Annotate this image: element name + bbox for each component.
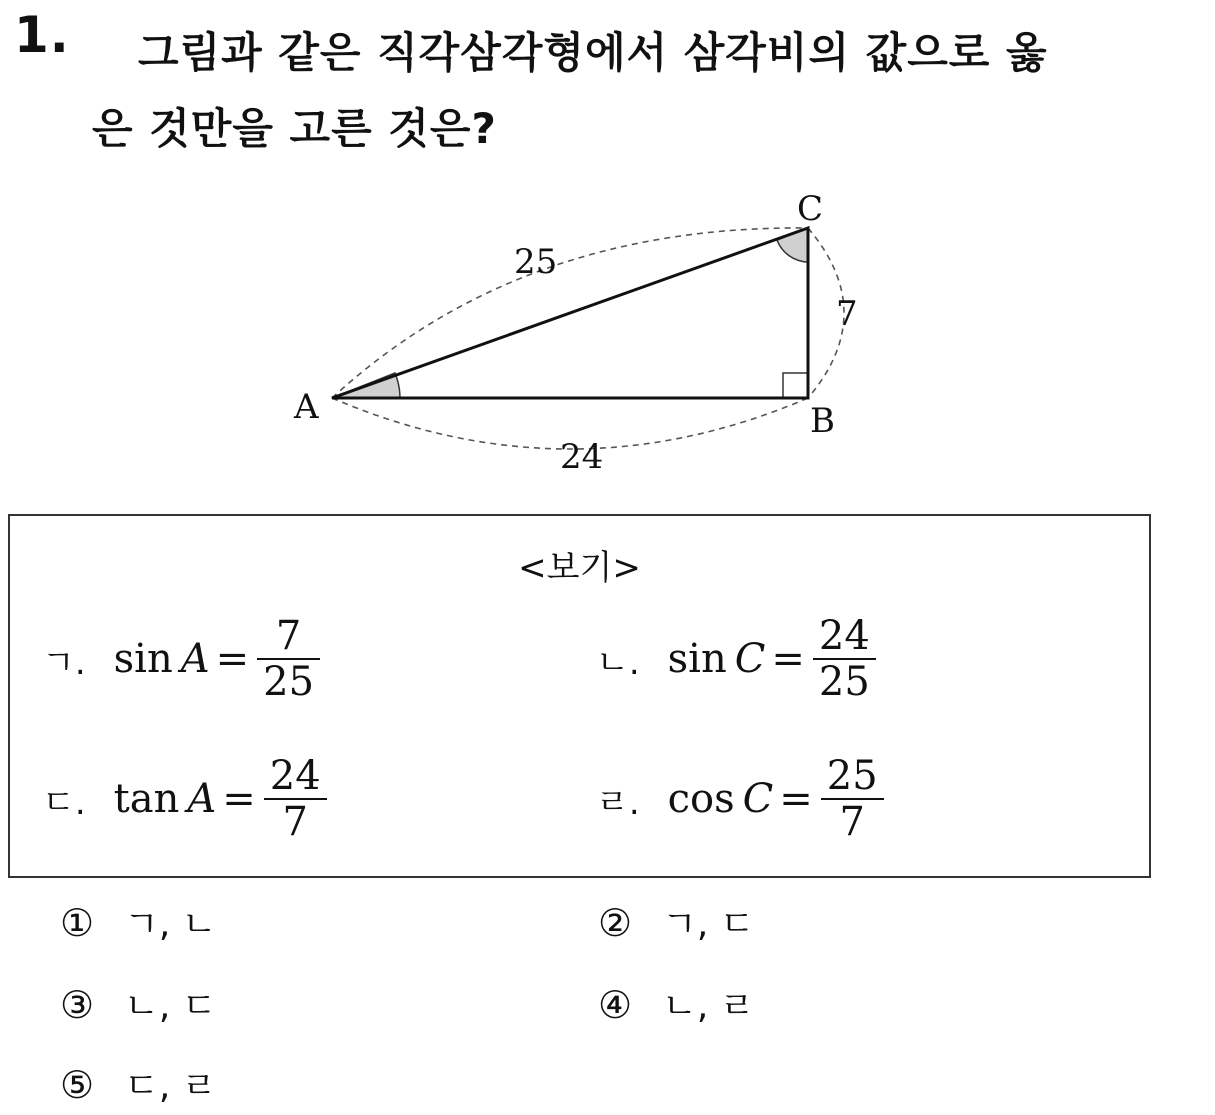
- bogi-item-4: [596, 754, 884, 844]
- bogi-item-3: [42, 754, 327, 844]
- answer-option-5[interactable]: [60, 1058, 217, 1109]
- trig-function: cos: [667, 776, 735, 822]
- numerator: 25: [826, 753, 878, 799]
- denominator: 25: [818, 659, 870, 705]
- option-text: ㄷ, ㄹ: [124, 1066, 217, 1107]
- denominator: 7: [839, 799, 865, 845]
- question-number: 1.: [14, 6, 70, 64]
- denominator: 25: [263, 659, 315, 705]
- angle-variable: A: [187, 776, 217, 822]
- numerator: 7: [275, 613, 302, 659]
- answer-option-2[interactable]: [598, 896, 755, 947]
- side-label-bc: 7: [836, 294, 858, 334]
- item-mark: ㄹ.: [596, 782, 640, 823]
- equals-sign: =: [222, 776, 256, 822]
- angle-variable: C: [742, 776, 774, 822]
- answer-option-4[interactable]: [598, 978, 755, 1029]
- triangle: [332, 228, 808, 398]
- bogi-item-2: [596, 614, 876, 704]
- option-number: ②: [598, 901, 633, 945]
- right-triangle-figure: [0, 0, 1215, 500]
- equals-sign: =: [215, 636, 250, 682]
- equals-sign: =: [771, 636, 805, 682]
- fraction: [257, 614, 320, 704]
- item-mark: ㄱ.: [42, 642, 86, 683]
- fraction: [813, 614, 876, 704]
- option-text: ㄱ, ㄴ: [124, 904, 217, 945]
- side-label-ac: 25: [514, 242, 558, 282]
- bogi-box: [8, 514, 1151, 878]
- angle-variable: A: [180, 636, 210, 682]
- option-text: ㄱ, ㄷ: [662, 904, 755, 945]
- answer-option-1[interactable]: [60, 896, 217, 947]
- right-angle-mark: [783, 373, 808, 398]
- answer-option-3[interactable]: [60, 978, 217, 1029]
- question-text-line-2: 은 것만을 고른 것은?: [92, 104, 497, 153]
- option-number: ③: [60, 983, 95, 1027]
- item-mark: ㄴ.: [596, 642, 640, 683]
- option-number: ④: [598, 983, 633, 1027]
- fraction: [821, 754, 884, 844]
- side-label-ab: 24: [560, 437, 604, 477]
- angle-variable: C: [734, 636, 766, 682]
- numerator: 24: [818, 613, 870, 659]
- bogi-title: <보기>: [518, 548, 641, 588]
- item-mark: ㄷ.: [42, 782, 86, 823]
- option-number: ⑤: [60, 1063, 95, 1107]
- numerator: 24: [269, 753, 321, 799]
- option-text: ㄴ, ㄷ: [124, 986, 217, 1027]
- fraction: [264, 754, 327, 844]
- option-text: ㄴ, ㄹ: [662, 986, 755, 1027]
- denominator: 7: [282, 799, 308, 845]
- trig-function: tan: [113, 776, 180, 822]
- option-number: ①: [60, 901, 95, 945]
- vertex-label-a: A: [294, 387, 319, 427]
- question-text-line-1: 그림과 같은 직각삼각형에서 삼각비의 값으로 옳: [138, 28, 1048, 77]
- trig-function: sin: [667, 636, 727, 682]
- trig-function: sin: [113, 636, 173, 682]
- bogi-item-1: [42, 614, 320, 704]
- vertex-label-c: C: [797, 189, 824, 229]
- equals-sign: =: [779, 776, 813, 822]
- vertex-label-b: B: [810, 401, 835, 441]
